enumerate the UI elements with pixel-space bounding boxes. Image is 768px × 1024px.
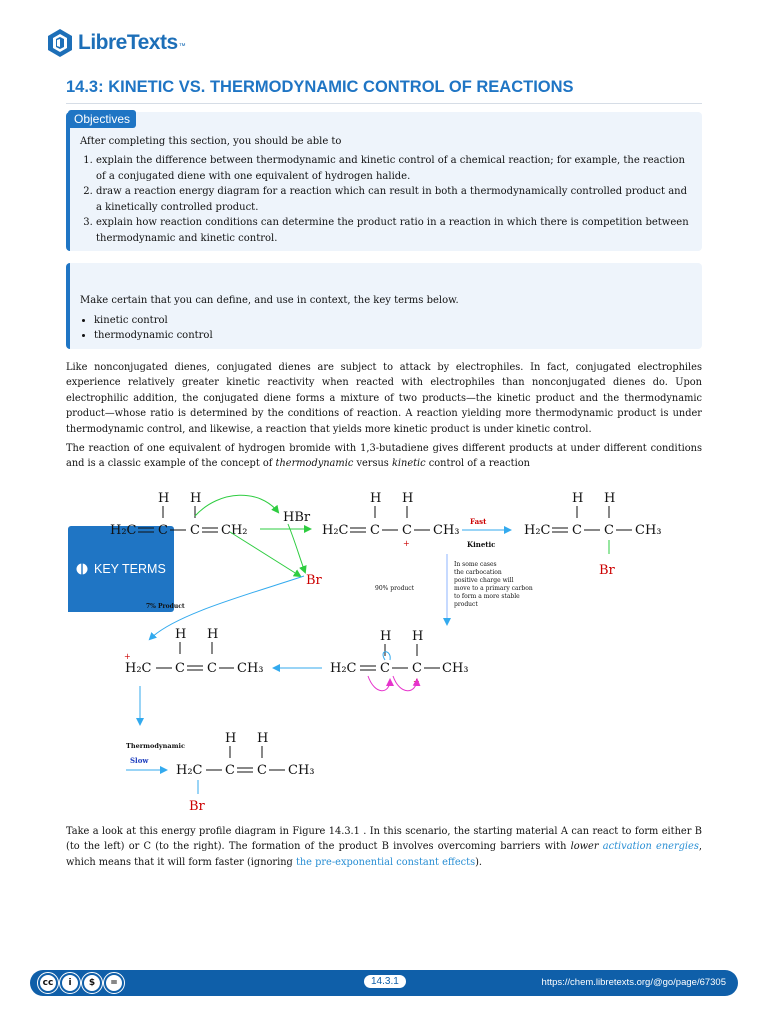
noncommercial-icon: $ xyxy=(82,973,102,993)
bromine: Br xyxy=(189,799,205,814)
group-ch3: CH₃ xyxy=(237,661,264,676)
thermodynamic-product xyxy=(176,731,315,814)
paragraph-intro: Like nonconjugated dienes, conjugated dienes are subject to attack by electrophiles. In fact, conjugated electrophiles experience relatively greater kinetic reactivity when reacted with electrophiles than nonconjugated dienes do. Upon electrophilic addition, the conjugated diene forms a mixture of two products—the kinetic product and the thermodynamic product—whose ratio is determined by the conditions of reaction. A reaction yielding more thermodynamic product is under thermodynamic control, and likewise, a reaction that yields more kinetic product is under kinetic control. xyxy=(66,362,702,435)
group-h2c: H₂C xyxy=(125,661,152,676)
atom-c: C xyxy=(225,763,235,778)
atom-c: C xyxy=(402,523,412,538)
atom-c: C xyxy=(175,661,185,676)
cc-license-badge[interactable] xyxy=(38,973,124,993)
label-fast: Fast xyxy=(470,517,487,526)
carbocation-note xyxy=(454,561,533,608)
para2-text-a: The reaction of one equivalent of hydrogen bromide with 1,3-butadiene gives different products at under different conditions and is a classic example of the concept of xyxy=(66,443,702,470)
atom-c: C xyxy=(158,523,168,538)
group-ch3: CH₃ xyxy=(442,661,469,676)
label-kinetic: Kinetic xyxy=(467,540,496,549)
group-ch3: CH₃ xyxy=(635,523,662,538)
reagent-hbr: HBr xyxy=(283,510,311,525)
objectives-list xyxy=(80,153,692,247)
atom-c: C xyxy=(380,661,390,676)
key-term-item: • thermodynamic control xyxy=(94,328,692,343)
group-h2c: H₂C xyxy=(322,523,349,538)
atom-h: H xyxy=(225,731,237,746)
atom-h: H xyxy=(572,491,584,506)
link-activation-energies[interactable]: activation energies xyxy=(602,841,699,853)
page-title: 14.3: KINETIC VS. THERMODYNAMIC CONTROL OF REACTIONS xyxy=(66,78,702,104)
carbocation-primary xyxy=(124,627,264,676)
group-h2c: H₂C xyxy=(524,523,551,538)
positive-charge: + xyxy=(403,539,410,548)
atom-h: H xyxy=(175,627,187,642)
logo-trademark: ™ xyxy=(178,42,186,50)
svg-text:product: product xyxy=(454,601,478,608)
group-ch2: CH₂ xyxy=(221,523,248,538)
atom-h: H xyxy=(380,629,392,644)
libretexts-logo[interactable] xyxy=(46,28,186,58)
svg-text:the carbocation: the carbocation xyxy=(454,569,502,576)
logo-text: LibreTexts xyxy=(78,31,178,54)
label-90-product: 90% product xyxy=(375,585,415,592)
group-h2c: H₂C xyxy=(176,763,203,778)
bromide-ion: Br xyxy=(306,573,322,588)
atom-c: C xyxy=(190,523,200,538)
attribution-icon: i xyxy=(60,973,80,993)
kinetic-product xyxy=(524,491,662,578)
key-terms-label: KEY TERMS xyxy=(94,562,166,576)
svg-text:positive charge will: positive charge will xyxy=(454,577,514,584)
para2-text-e: control of a reaction xyxy=(425,458,530,470)
libretexts-logo-icon xyxy=(46,28,74,58)
carbocation-resonance xyxy=(330,629,469,691)
objectives-box xyxy=(66,112,702,251)
link-pre-exponential[interactable]: the pre-exponential constant effects xyxy=(295,856,476,868)
paragraph-reaction xyxy=(66,441,702,472)
para3-lower: lower xyxy=(570,841,599,853)
reaction-scheme xyxy=(100,484,700,824)
key-terms-list xyxy=(80,313,692,343)
label-slow: Slow xyxy=(130,756,149,765)
atom-c: C xyxy=(412,661,422,676)
atom-h: H xyxy=(207,627,219,642)
butadiene xyxy=(110,491,248,538)
para3-text-e: , which means that it will form faster (ignoring xyxy=(66,841,702,868)
key-term-item: • kinetic control xyxy=(94,313,692,328)
atom-h: H xyxy=(257,731,269,746)
label-7-product: 7% Product xyxy=(146,603,185,610)
page-number: 14.3.1 xyxy=(364,975,406,988)
svg-text:to form a more stable: to form a more stable xyxy=(454,593,520,600)
para3-text-a: Take a look at this energy profile diagram in Figure 14.3.1 . In this scenario, the starting material A can react to form either B (to the left) or C (to the right). The formation of the product B involves overcoming barriers with xyxy=(66,826,702,853)
atom-c: C xyxy=(257,763,267,778)
atom-c: C xyxy=(604,523,614,538)
para2-kinetic: kinetic xyxy=(391,458,426,470)
page-url-link[interactable]: https://chem.libretexts.org/@go/page/67305 xyxy=(541,977,726,988)
atom-h: H xyxy=(158,491,170,506)
svg-text:In some cases: In some cases xyxy=(454,561,497,568)
atom-c: C xyxy=(572,523,582,538)
para2-text-c: versus xyxy=(353,458,392,470)
atom-c: C xyxy=(207,661,217,676)
key-terms-intro: Make certain that you can define, and use in context, the key terms below. xyxy=(80,295,459,306)
atom-c: C xyxy=(370,523,380,538)
carbocation-secondary xyxy=(322,491,460,548)
sharealike-icon: = xyxy=(104,973,124,993)
atom-h: H xyxy=(190,491,202,506)
objective-item: 2. draw a reaction energy diagram for a reaction which can result in both a thermodynamically controlled product and a kinetically controlled product. xyxy=(96,184,692,215)
positive-charge: + xyxy=(124,652,131,661)
atom-h: H xyxy=(402,491,414,506)
group-ch3: CH₃ xyxy=(288,763,315,778)
objective-item: 3. explain how reaction conditions can determine the product ratio in a reaction in which there is competition between thermodynamic and kinetic control. xyxy=(96,215,692,246)
bromine: Br xyxy=(599,563,615,578)
cc-icon: cc xyxy=(38,973,58,993)
atom-h: H xyxy=(370,491,382,506)
objectives-label: Objectives xyxy=(68,110,136,128)
paragraph-energy-profile: Take a look at this energy profile diagram in Figure 14.3.1 . In this scenario, the starting material A can react to form either B (to the left) or C (to the right). The formation of the product B involves overcoming barriers with lower activation energies, which means that it will form faster (ignoring the pre-exponential constant effects). xyxy=(66,826,702,868)
objectives-intro: After completing this section, you should be able to xyxy=(80,136,342,147)
svg-text:move to a primary carbon: move to a primary carbon xyxy=(454,585,533,592)
para2-thermodynamic: thermodynamic xyxy=(275,458,354,470)
footer-bar xyxy=(30,970,738,996)
atom-h: H xyxy=(412,629,424,644)
group-ch3: CH₃ xyxy=(433,523,460,538)
group-h2c: H₂C xyxy=(330,661,357,676)
half-circle-icon xyxy=(76,563,88,575)
objective-item: 1. explain the difference between thermodynamic and kinetic control of a chemical reaction; for example, the reaction of a conjugated diene with one equivalent of hydrogen halide. xyxy=(96,153,692,184)
label-thermodynamic: Thermodynamic xyxy=(126,742,185,750)
atom-h: H xyxy=(604,491,616,506)
group-h2c: H₂C xyxy=(110,523,137,538)
positive-charge: + xyxy=(413,677,420,686)
